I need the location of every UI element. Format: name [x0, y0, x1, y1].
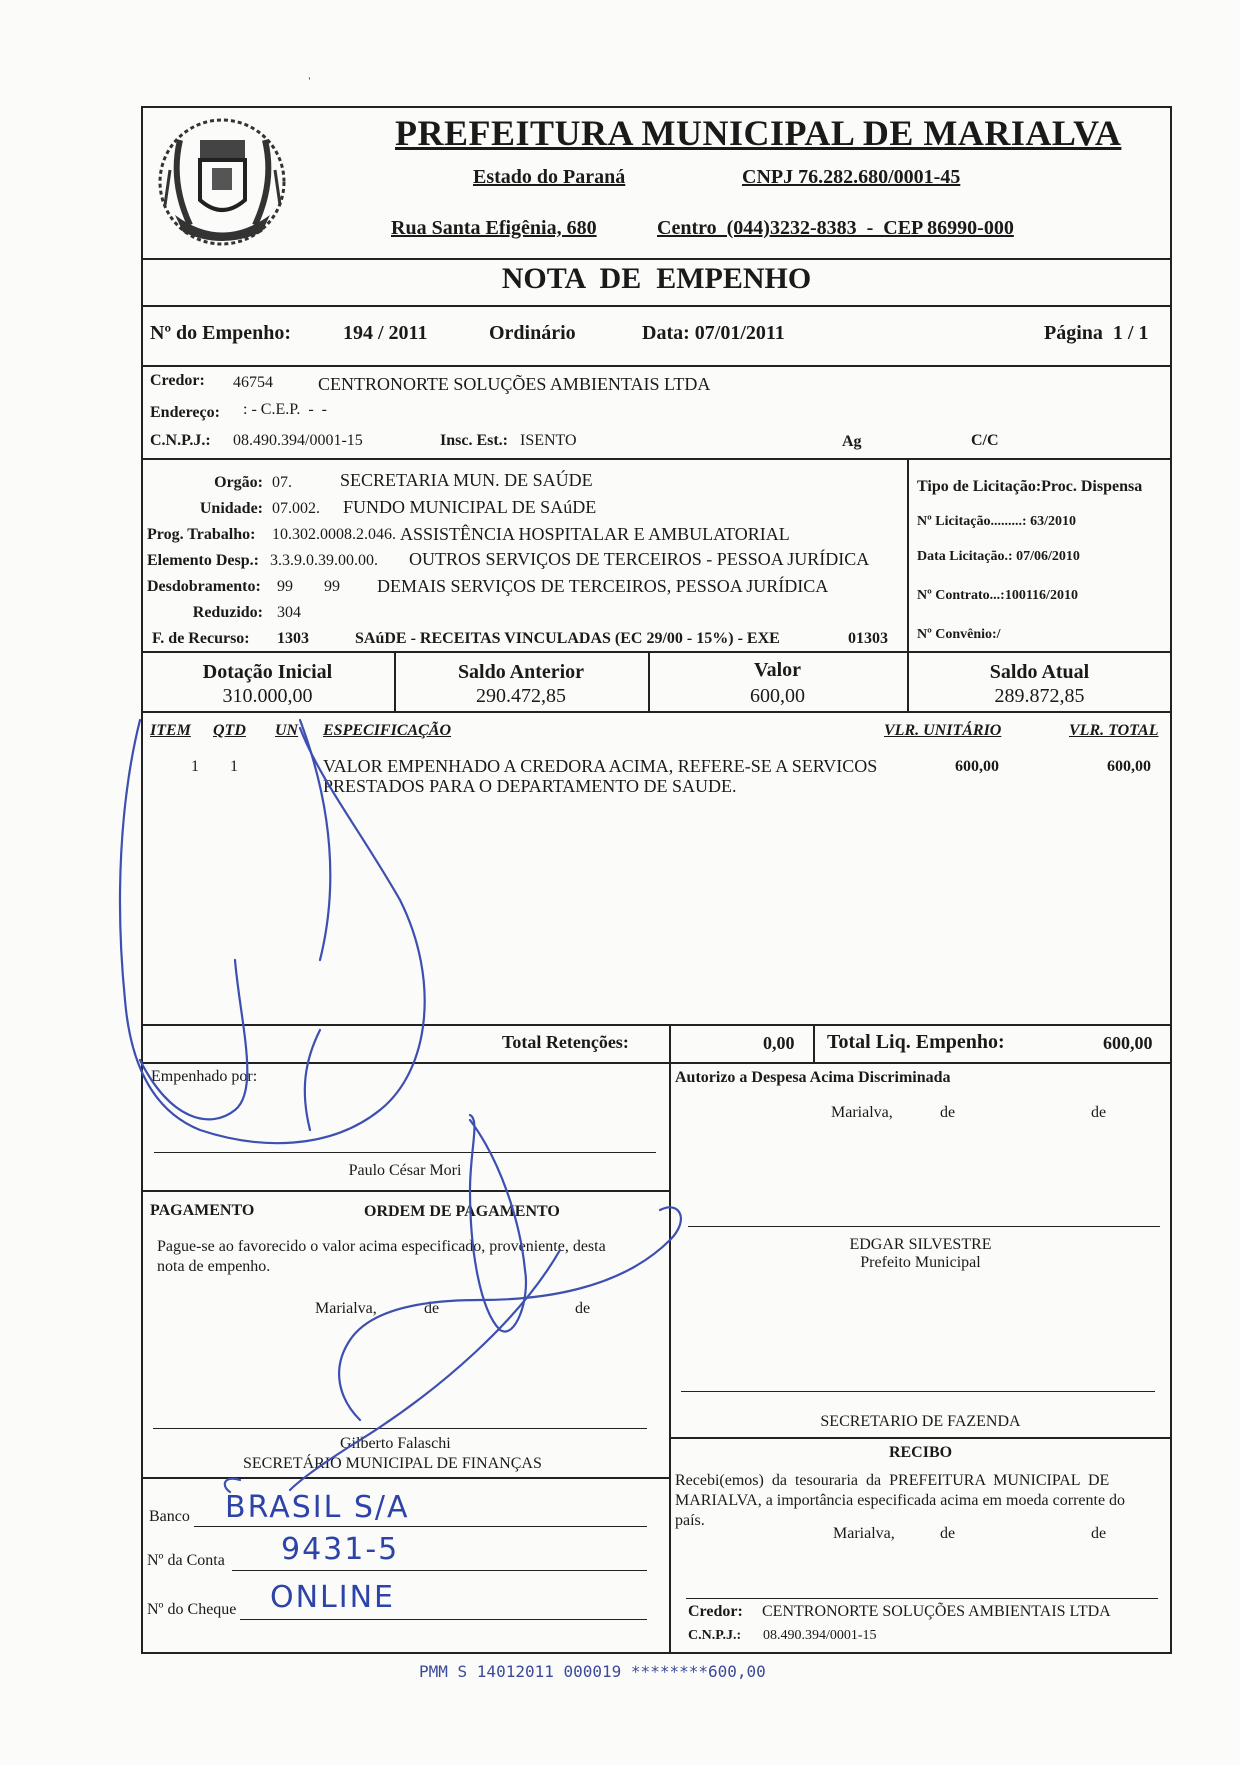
recibo-city: Marialva, — [833, 1525, 895, 1542]
orgao-name: SECRETARIA MUN. DE SAÚDE — [340, 470, 593, 490]
recurso-number: 01303 — [848, 630, 888, 647]
secretario-cargo: SECRETÁRIO MUNICIPAL DE FINANÇAS — [243, 1455, 542, 1472]
retencoes-label: Total Retenções: — [502, 1032, 629, 1052]
saldo-atual-value: 289.872,85 — [994, 685, 1085, 707]
pagamento-label: PAGAMENTO — [150, 1202, 255, 1219]
pagamento-texto-1: Pague-se ao favorecido o valor acima especificado, proveniente, desta — [157, 1238, 606, 1255]
banco-handwritten: BRASIL S/A — [225, 1490, 410, 1525]
cheque-handwritten: ONLINE — [270, 1580, 396, 1615]
endereco-value: : - C.E.P. - - — [243, 401, 327, 418]
valor-value: 600,00 — [750, 685, 805, 707]
contact-line: Centro (044)3232-8383 - CEP 86990-000 — [657, 217, 1014, 239]
col-especificacao: ESPECIFICAÇÃO — [323, 722, 452, 739]
cnpj-label: C.N.P.J.: — [150, 432, 211, 449]
recibo-de2: de — [1091, 1525, 1107, 1542]
contrato-numero: Nº Contrato...:100116/2010 — [917, 588, 1078, 603]
recibo-credor-label: Credor: — [688, 1603, 743, 1620]
credor-cnpj: 08.490.394/0001-15 — [233, 432, 363, 449]
dotacao-label: Dotação Inicial — [202, 661, 333, 683]
item-qtd: 1 — [230, 758, 238, 775]
empenho-date: Data: 07/01/2011 — [642, 322, 785, 344]
col-item: ITEM — [150, 722, 191, 739]
licitacao-tipo: Tipo de Licitação:Proc. Dispensa — [917, 478, 1143, 495]
recurso-code: 1303 — [277, 630, 309, 647]
agency-label: Ag — [842, 433, 862, 450]
page-title: PREFEITURA MUNICIPAL DE MARIALVA — [395, 113, 1122, 153]
convenio-numero: Nº Convênio:/ — [917, 627, 1001, 642]
col-valor-total: VLR. TOTAL — [1069, 722, 1159, 739]
prefeito-cargo: Prefeito Municipal — [860, 1254, 981, 1271]
unidade-label: Unidade: — [199, 500, 263, 517]
secretario-fazenda: SECRETARIO DE FAZENDA — [820, 1413, 1021, 1430]
saldo-anterior-value: 290.472,85 — [476, 685, 566, 707]
secretario-nome: Gilberto Falaschi — [340, 1435, 451, 1452]
recurso-name: SAúDE - RECEITAS VINCULADAS (EC 29/00 - 15%) - EXE — [355, 630, 780, 647]
scan-mark: ˈ — [307, 76, 312, 91]
reduzido-label: Reduzido: — [192, 604, 263, 621]
banco-label: Banco — [149, 1508, 190, 1525]
recibo-texto-2: MARIALVA, a importância especificada acima em moeda corrente do — [675, 1492, 1126, 1509]
document-title: NOTA DE EMPENHO — [501, 262, 812, 295]
pagamento-de2: de — [575, 1300, 591, 1317]
retencoes-value: 0,00 — [763, 1033, 795, 1053]
unidade-code: 07.002. — [272, 500, 320, 517]
account-label: C/C — [971, 432, 999, 449]
desdobramento-a: 99 — [277, 578, 293, 595]
recibo-label: RECIBO — [888, 1444, 953, 1461]
conta-label: Nº da Conta — [147, 1552, 225, 1569]
autorizo-de2: de — [1091, 1104, 1107, 1121]
credor-code: 46754 — [233, 374, 273, 391]
elemento-label: Elemento Desp.: — [147, 552, 259, 569]
autorizo-de1: de — [940, 1104, 956, 1121]
insc-value: ISENTO — [520, 432, 577, 449]
insc-label: Insc. Est.: — [440, 432, 509, 449]
valor-label: Valor — [753, 659, 802, 681]
item-valor-unitario: 600,00 — [955, 758, 999, 775]
recibo-de1: de — [940, 1525, 956, 1542]
licitacao-numero: Nº Licitação.........: 63/2010 — [917, 514, 1076, 529]
prog-label: Prog. Trabalho: — [147, 526, 256, 543]
recibo-cnpj-label: C.N.P.J.: — [688, 1628, 742, 1643]
liquido-label: Total Liq. Empenho: — [827, 1031, 1005, 1053]
saldo-atual-label: Saldo Atual — [989, 661, 1090, 683]
unidade-name: FUNDO MUNICIPAL DE SAúDE — [343, 497, 597, 517]
dotacao-value: 310.000,00 — [222, 685, 313, 707]
credor-name: CENTRONORTE SOLUÇÕES AMBIENTAIS LTDA — [318, 374, 711, 394]
recibo-texto-1: Recebi(emos) da tesouraria da PREFEITURA MUNICIPAL DE — [675, 1472, 1110, 1489]
empenho-number-label: Nº do Empenho: — [150, 322, 292, 344]
pagamento-texto-2: nota de empenho. — [157, 1258, 271, 1275]
recibo-cnpj: 08.490.394/0001-15 — [763, 1628, 877, 1643]
orgao-code: 07. — [272, 474, 292, 491]
col-qtd: QTD — [213, 722, 246, 739]
desdobramento-label: Desdobramento: — [147, 578, 261, 595]
prefeito-nome: EDGAR SILVESTRE — [849, 1236, 992, 1253]
recurso-label: F. de Recurso: — [152, 630, 250, 647]
col-valor-unitario: VLR. UNITÁRIO — [884, 722, 1002, 739]
item-valor-total: 600,00 — [1107, 758, 1151, 775]
credor-label: Credor: — [150, 372, 205, 389]
prog-name: ASSISTÊNCIA HOSPITALAR E AMBULATORIAL — [400, 524, 790, 544]
recibo-credor-name: CENTRONORTE SOLUÇÕES AMBIENTAIS LTDA — [762, 1603, 1111, 1620]
saldo-anterior-label: Saldo Anterior — [457, 661, 585, 683]
empenho-type: Ordinário — [489, 322, 576, 344]
orgao-label: Orgão: — [214, 474, 263, 491]
empenhado-nome: Paulo César Mori — [348, 1162, 462, 1179]
page-number: Página 1 / 1 — [1044, 322, 1149, 344]
licitacao-data: Data Licitação.: 07/06/2010 — [917, 549, 1080, 564]
cheque-label: Nº do Cheque — [147, 1601, 237, 1618]
pagamento-city: Marialva, — [315, 1300, 377, 1317]
ordem-pagamento-label: ORDEM DE PAGAMENTO — [364, 1203, 560, 1220]
item-spec-line2: PRESTADOS PARA O DEPARTAMENTO DE SAUDE. — [323, 776, 737, 796]
elemento-code: 3.3.9.0.39.00.00. — [270, 552, 378, 569]
endereco-label: Endereço: — [150, 404, 220, 421]
liquido-value: 600,00 — [1103, 1033, 1153, 1053]
reduzido-value: 304 — [277, 604, 301, 621]
prog-code: 10.302.0008.2.046. — [272, 526, 396, 543]
payment-stamp: PMM S 14012011 000019 ********600,00 — [419, 1662, 766, 1681]
desdobramento-b: 99 — [324, 578, 340, 595]
empenhado-por-label: Empenhado por: — [151, 1068, 258, 1085]
street-address: Rua Santa Efigênia, 680 — [391, 217, 597, 239]
col-un: UN — [275, 722, 299, 739]
state-name: Estado do Paraná — [473, 166, 626, 188]
autorizo-label: Autorizo a Despesa Acima Discriminada — [675, 1069, 951, 1086]
elemento-name: OUTROS SERVIÇOS DE TERCEIROS - PESSOA JURÍDICA — [409, 549, 870, 569]
autorizo-city: Marialva, — [831, 1104, 893, 1121]
recibo-texto-3: país. — [675, 1512, 705, 1529]
empenho-number: 194 / 2011 — [343, 322, 428, 344]
pagamento-de1: de — [424, 1300, 440, 1317]
conta-handwritten: 9431-5 — [281, 1532, 400, 1567]
desdobramento-name: DEMAIS SERVIÇOS DE TERCEIROS, PESSOA JURÍDICA — [377, 576, 829, 596]
item-number: 1 — [191, 758, 199, 775]
cnpj-header: CNPJ 76.282.680/0001-45 — [742, 166, 961, 188]
item-spec-line1: VALOR EMPENHADO A CREDORA ACIMA, REFERE-SE A SERVICOS — [323, 756, 878, 776]
